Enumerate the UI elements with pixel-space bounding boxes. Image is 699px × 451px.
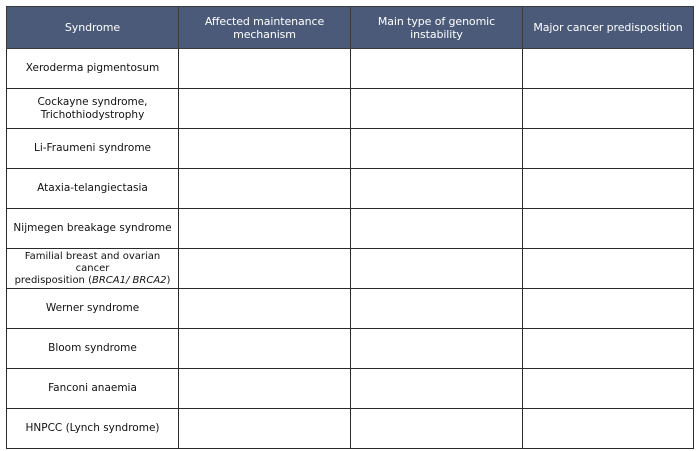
syndrome-cell: Bloom syndrome <box>7 329 179 369</box>
cancer-cell[interactable] <box>523 209 694 249</box>
cancer-cell[interactable] <box>523 49 694 89</box>
mechanism-cell[interactable] <box>179 249 351 289</box>
syndrome-cell: Li-Fraumeni syndrome <box>7 129 179 169</box>
header-row <box>7 7 694 49</box>
instability-cell[interactable] <box>351 249 523 289</box>
syndrome-cell: Xeroderma pigmentosum <box>7 49 179 89</box>
syndrome-line-end: ) <box>166 274 171 286</box>
instability-cell[interactable] <box>351 129 523 169</box>
table-row <box>7 49 694 89</box>
header-genomic-instability: Main type of genomic instability <box>351 7 523 49</box>
syndrome-table <box>6 6 694 449</box>
syndrome-line: Cockayne syndrome, <box>37 95 148 108</box>
instability-cell[interactable] <box>351 329 523 369</box>
table-header <box>7 7 694 49</box>
cancer-cell[interactable] <box>523 169 694 209</box>
mechanism-cell[interactable] <box>179 369 351 409</box>
cancer-cell[interactable] <box>523 289 694 329</box>
table-row <box>7 89 694 129</box>
instability-cell[interactable] <box>351 209 523 249</box>
mechanism-cell[interactable] <box>179 169 351 209</box>
table-row <box>7 289 694 329</box>
instability-cell[interactable] <box>351 89 523 129</box>
syndrome-cell: Nijmegen breakage syndrome <box>7 209 179 249</box>
instability-cell[interactable] <box>351 49 523 89</box>
syndrome-cell <box>7 89 179 129</box>
table-body <box>7 49 694 449</box>
instability-cell[interactable] <box>351 369 523 409</box>
table-row <box>7 169 694 209</box>
syndrome-cell: Fanconi anaemia <box>7 369 179 409</box>
mechanism-cell[interactable] <box>179 129 351 169</box>
cancer-cell[interactable] <box>523 129 694 169</box>
cancer-cell[interactable] <box>523 89 694 129</box>
cancer-cell[interactable] <box>523 329 694 369</box>
instability-cell[interactable] <box>351 409 523 449</box>
syndrome-table-container <box>6 6 693 446</box>
syndrome-line: predisposition ( <box>14 274 92 286</box>
syndrome-line: Trichothiodystrophy <box>40 108 145 121</box>
syndrome-line: Familial breast and ovarian cancer <box>24 250 161 274</box>
mechanism-cell[interactable] <box>179 49 351 89</box>
mechanism-cell[interactable] <box>179 89 351 129</box>
table-row <box>7 369 694 409</box>
syndrome-cell <box>7 249 179 289</box>
table-row <box>7 209 694 249</box>
cancer-cell[interactable] <box>523 409 694 449</box>
mechanism-cell[interactable] <box>179 409 351 449</box>
instability-cell[interactable] <box>351 289 523 329</box>
mechanism-cell[interactable] <box>179 329 351 369</box>
header-cancer-predisposition: Major cancer predisposition <box>523 7 694 49</box>
syndrome-cell: Werner syndrome <box>7 289 179 329</box>
gene-names: BRCA1/ BRCA2 <box>91 274 167 286</box>
mechanism-cell[interactable] <box>179 289 351 329</box>
syndrome-cell: Ataxia-telangiectasia <box>7 169 179 209</box>
header-maintenance-mechanism: Affected maintenance mechanism <box>179 7 351 49</box>
header-syndrome: Syndrome <box>7 7 179 49</box>
table-row <box>7 409 694 449</box>
table-row <box>7 249 694 289</box>
table-row <box>7 129 694 169</box>
table-row <box>7 329 694 369</box>
cancer-cell[interactable] <box>523 369 694 409</box>
cancer-cell[interactable] <box>523 249 694 289</box>
mechanism-cell[interactable] <box>179 209 351 249</box>
syndrome-cell: HNPCC (Lynch syndrome) <box>7 409 179 449</box>
instability-cell[interactable] <box>351 169 523 209</box>
